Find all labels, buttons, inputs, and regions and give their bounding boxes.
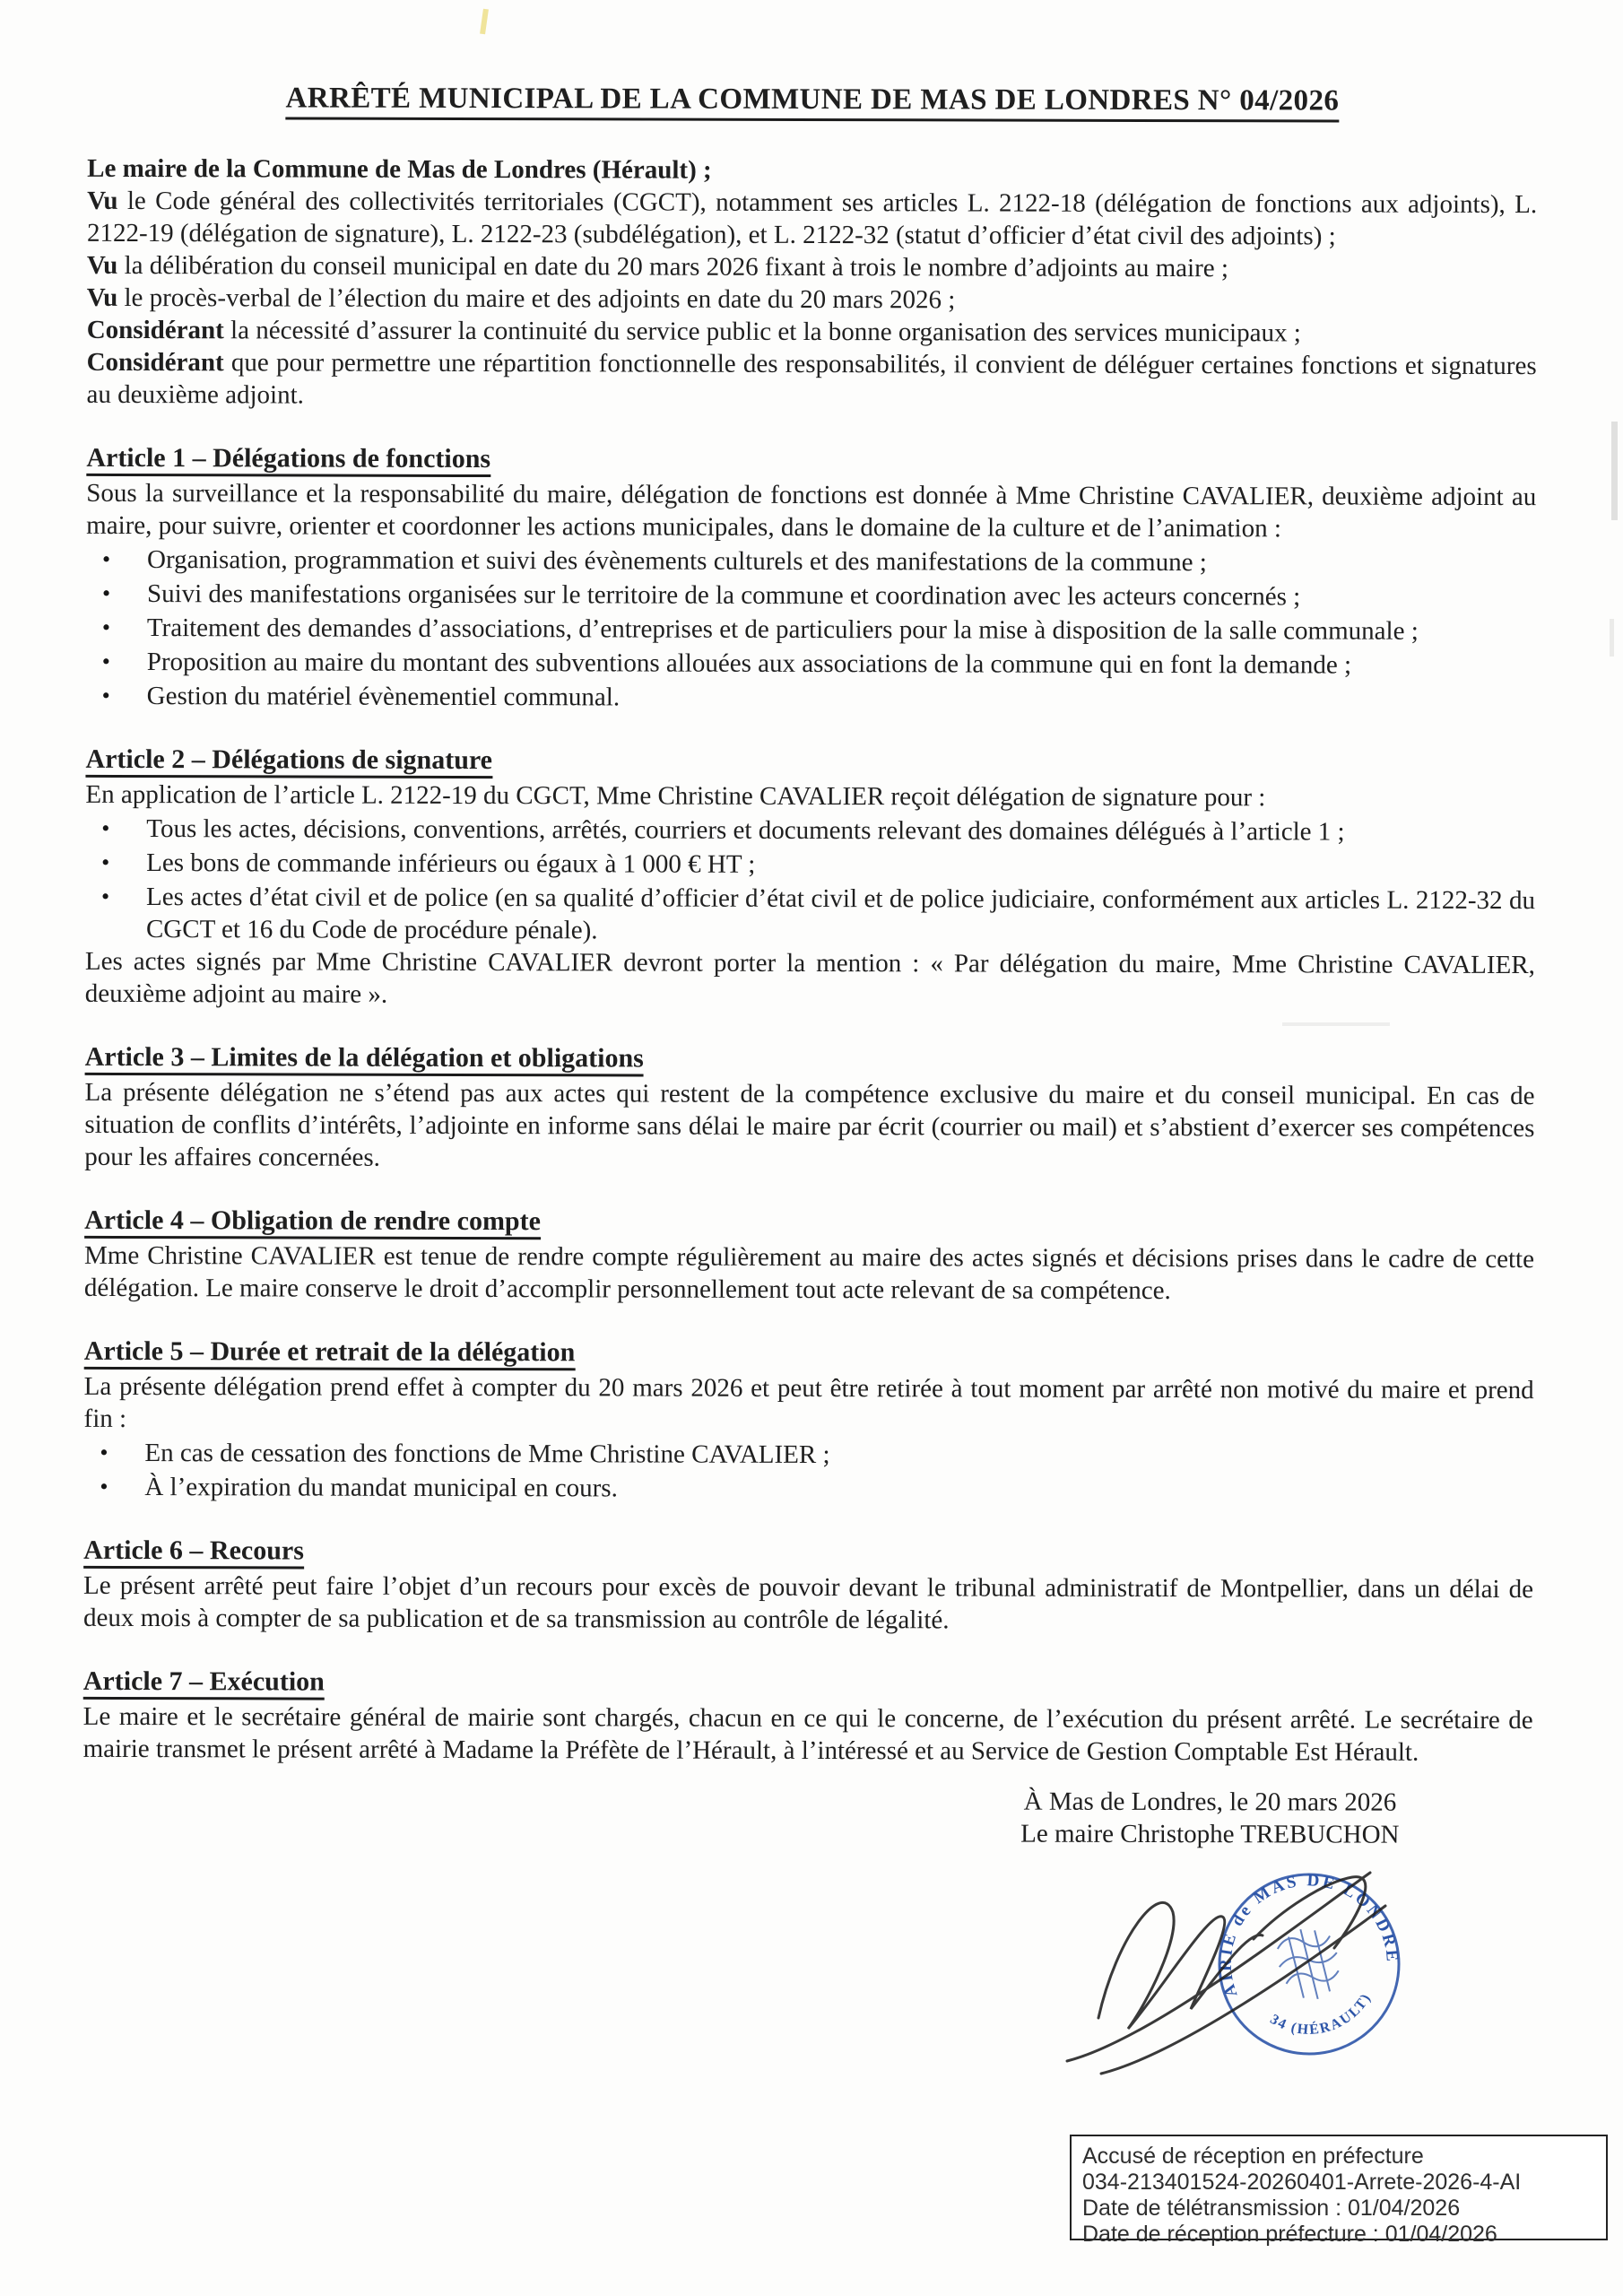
clause-lead: Vu xyxy=(86,250,118,280)
article-heading-text: Article 7 – Exécution xyxy=(83,1666,325,1700)
article-section xyxy=(83,1665,1533,1769)
article-paragraph: Sous la surveillance et la responsabilité du maire, délégation de fonctions est donnée à Mme Christine CAVALIER, deuxième adjoint au maire, pour suivre, orienter et coordonner les actions municipales, dans le domaine de la culture et de l’animation : xyxy=(86,478,1537,544)
article-heading xyxy=(84,1204,1534,1241)
preamble-clause: Vu le Code général des collectivités territoriales (CGCT), notamment ses articles L. 2122-18 (délégation de fonctions aux adjoints), L. 2122-19 (délégation de signature), L. 2122-23 (subdélégation), et L. 2122-32 (statut d’officier d’état civil des adjoints) ; xyxy=(86,186,1538,251)
article-bullet-list xyxy=(85,813,1535,949)
article-section xyxy=(83,1534,1533,1638)
preamble-clause: Considérant que pour permettre une répartition fonctionnelle des responsabilités, il convient de déléguer certaines fonctions et signatures au deuxième adjoint. xyxy=(86,347,1537,410)
article-section xyxy=(83,1335,1533,1507)
article-heading-text: Article 1 – Délégations de fonctions xyxy=(86,443,490,477)
bullet-item: • Suivi des manifestations organisées sur le territoire de la commune et coordination avec les acteurs concernés ; xyxy=(147,578,1536,613)
preamble-clause: Considérant la nécessité d’assurer la continuité du service public et la bonne organisation des services municipaux ; xyxy=(86,315,1301,348)
article-heading-text: Article 3 – Limites de la délégation et obligations xyxy=(85,1042,644,1077)
preamble-clauses xyxy=(86,185,1537,414)
article-heading-text: Article 4 – Obligation de rendre compte xyxy=(84,1205,541,1239)
articles-container xyxy=(83,441,1537,1769)
preamble-opening: Le maire de la Commune de Mas de Londres (Hérault) ; xyxy=(87,153,712,185)
article-paragraph: La présente délégation prend effet à compter du 20 mars 2026 et peut être retirée à tout moment par arrêté non motivé du maire et prend fin : xyxy=(83,1371,1534,1434)
bullet-item: • Organisation, programmation et suivi des évènements culturels et des manifestations de la commune ; xyxy=(147,544,1536,579)
article-heading xyxy=(83,1534,1533,1571)
article-heading xyxy=(83,1665,1533,1702)
article-heading-text: Article 5 – Durée et retrait de la délégation xyxy=(84,1336,576,1370)
reception-box-line: Date de réception préfecture : 01/04/2026 xyxy=(1082,2222,1497,2247)
article-paragraph: Les actes signés par Mme Christine CAVALIER devront porter la mention : « Par délégation du maire, Mme Christine CAVALIER, deuxième adjoint au maire ». xyxy=(84,946,1535,1009)
bullet-item: • Proposition au maire du montant des subventions allouées aux associations de la commune qui en font la demande ; xyxy=(147,646,1536,682)
svg-text:34 (HÉRAULT): 34 (HÉRAULT) xyxy=(1267,1990,1375,2039)
article-section xyxy=(84,1204,1534,1308)
clause-lead: Vu xyxy=(87,186,118,215)
clause-lead: Considérant xyxy=(86,315,224,345)
preamble-clause: Vu la délibération du conseil municipal en date du 20 mars 2026 fixant à trois le nombre d’adjoints au maire ; xyxy=(86,250,1228,283)
article-paragraph: Mme Christine CAVALIER est tenue de rendre compte régulièrement au maire des actes signés et décisions prises dans le cadre de cette délégation. Le maire conserve le droit d’accomplir personnellement tout acte relevant de sa compétence. xyxy=(83,1240,1535,1306)
article-paragraph: Le maire et le secrétaire général de mairie sont chargés, chacun en ce qui le concerne, de l’exécution du présent arrêté. Le secrétaire de mairie transmet le présent arrêté à Madame la Préfète de l’Hérault, à l’intéressé et au Service de Gestion Comptable Est Hérault. xyxy=(82,1701,1533,1767)
bullet-item: • Les actes d’état civil et de police (en sa qualité d’officier d’état civil et de police judiciaire, conformément aux articles L. 2122-32 du CGCT et 16 du Code de procédure pénale). xyxy=(146,881,1535,949)
page-title-text: ARRÊTÉ MUNICIPAL DE LA COMMUNE DE MAS DE LONDRES N° 04/2026 xyxy=(285,82,1339,122)
article-section xyxy=(86,441,1537,716)
article-section xyxy=(85,743,1536,1013)
reception-box-line: 034-213401524-20260401-Arrete-2026-4-AI xyxy=(1082,2170,1522,2195)
article-bullet-list xyxy=(83,1437,1533,1507)
article-paragraph: En application de l’article L. 2122-19 du CGCT, Mme Christine CAVALIER reçoit délégation de signature pour : xyxy=(85,779,1266,813)
article-paragraph: La présente délégation ne s’étend pas aux actes qui restent de la compétence exclusive du maire et du conseil municipal. En cas de situation de conflits d’intérêts, l’adjointe en informe sans délai le maire par écrit (courrier ou mail) et s’abstient d’exercer ses compétences pour les affaires concernées. xyxy=(84,1077,1535,1172)
clause-lead: Considérant xyxy=(86,347,224,378)
clause-lead: Vu xyxy=(86,283,118,312)
svg-text:★ MAIRIE de MAS DE LONDRES ★: ★ MAIRIE de MAS DE LONDRES ★ xyxy=(1216,1871,1402,2000)
page-title xyxy=(87,77,1537,122)
reception-box-line: Accusé de réception en préfecture xyxy=(1082,2144,1424,2169)
article-heading xyxy=(85,743,1535,780)
article-paragraph: Le présent arrêté peut faire l’objet d’un recours pour excès de pouvoir devant le tribunal administratif de Montpellier, dans un délai de deux mois à compter de sa publication et de sa transmission au contrôle de légalité. xyxy=(82,1570,1534,1635)
bullet-item: • Les bons de commande inférieurs ou égaux à 1 000 € HT ; xyxy=(146,847,1535,883)
article-heading xyxy=(84,1335,1534,1372)
signature-signer: Le maire Christophe TREBUCHON xyxy=(1020,1819,1400,1849)
article-heading-text: Article 2 – Délégations de signature xyxy=(85,744,492,778)
article-heading xyxy=(86,441,1536,479)
municipal-stamp-icon xyxy=(1013,1830,1569,2117)
article-heading-text: Article 6 – Recours xyxy=(83,1535,304,1570)
article-heading xyxy=(85,1040,1535,1078)
stamp-and-signature-area xyxy=(1013,1830,1569,2117)
reception-box-line: Date de télétransmission : 01/04/2026 xyxy=(1082,2196,1461,2221)
bullet-item: • Gestion du matériel évènementiel communal. xyxy=(147,680,1536,716)
preamble-clause: Vu le procès-verbal de l’élection du maire et des adjoints en date du 20 mars 2026 ; xyxy=(86,283,956,315)
reception-box xyxy=(1070,2135,1608,2247)
bullet-item: • Traitement des demandes d’associations, d’entreprises et de particuliers pour la mise à disposition de la salle communale ; xyxy=(147,612,1536,648)
article-bullet-list xyxy=(86,544,1536,716)
bullet-item: • À l’expiration du mandat municipal en cours. xyxy=(144,1471,1533,1507)
signature-place-date: À Mas de Londres, le 20 mars 2026 xyxy=(1023,1787,1397,1817)
bullet-item: • Tous les actes, décisions, conventions, arrêtés, courriers et documents relevant des domaines délégués à l’article 1 ; xyxy=(146,813,1535,848)
bullet-item: • En cas de cessation des fonctions de Mme Christine CAVALIER ; xyxy=(144,1437,1533,1473)
article-section xyxy=(84,1040,1534,1177)
